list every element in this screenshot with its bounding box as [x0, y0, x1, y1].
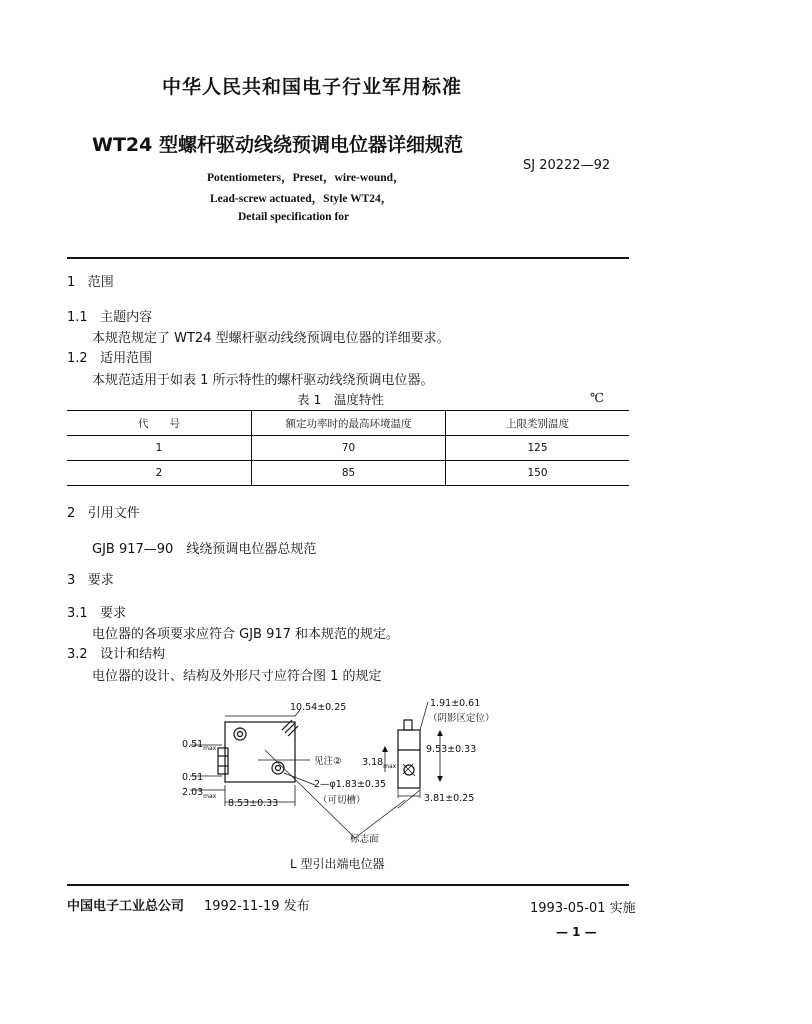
dim-value: 2.03: [182, 787, 204, 798]
dim-value: 3.18: [362, 757, 384, 768]
dim-bottom: 8.53±0.33: [228, 798, 279, 809]
section-2: [67, 502, 140, 521]
dim-value: 0.51: [182, 739, 204, 750]
section-1-2: [67, 347, 152, 366]
document-title: WT24 型螺杆驱动线绕预调电位器详细规范: [92, 134, 463, 156]
side-view-body: [398, 730, 420, 788]
reference-document: GJB 917—90 线绕预调电位器总规范: [92, 542, 317, 557]
table-cell: 2: [67, 461, 252, 486]
hole-label: 2—φ1.83±0.35: [314, 779, 387, 790]
side-top-dim: 1.91±0.61: [430, 698, 481, 709]
dim-left-2: 0.51: [182, 772, 204, 783]
header-rule: [67, 257, 629, 259]
section-3-1-text: 电位器的各项要求应符合 GJB 917 和本规范的规定。: [92, 627, 400, 642]
section-title: 要求: [87, 573, 114, 588]
note-label: 见注②: [314, 756, 342, 767]
dim-sub: max: [203, 792, 217, 800]
section-title: 要求: [100, 606, 127, 621]
english-title-line-2: Lead-screw actuated，Style WT24，: [210, 193, 393, 205]
table-cell: 1: [67, 436, 252, 461]
section-title: 设计和结构: [100, 647, 166, 662]
footer-rule: [67, 884, 629, 886]
section-number: 3: [67, 573, 76, 588]
dim-sub: max: [203, 744, 217, 752]
section-number: 3.2: [67, 647, 88, 662]
dim-top: 10.54±0.25: [290, 702, 347, 713]
section-title: 适用范围: [100, 351, 153, 366]
dim-bottom-left: [182, 787, 216, 800]
section-title: 主题内容: [100, 310, 153, 325]
english-title-line-3: Detail specification for: [238, 211, 350, 223]
table-header-row: [67, 411, 629, 436]
table-cell: 85: [252, 461, 446, 486]
section-number: 1: [67, 275, 76, 290]
effective-date: 1993-05-01 实施: [530, 901, 636, 916]
table-cell: 125: [446, 436, 630, 461]
figure-caption: L 型引出端电位器: [290, 857, 385, 871]
section-number: 1.2: [67, 351, 88, 366]
section-number: 1.1: [67, 310, 88, 325]
issuer: 中国电子工业总公司: [67, 899, 185, 914]
standard-class: 中华人民共和国电子行业军用标准: [162, 76, 463, 98]
table-header-cell: 上限类别温度: [446, 411, 630, 436]
table-cell: 150: [446, 461, 630, 486]
table-header-cell: 代 号: [67, 411, 252, 436]
terminal-block: [218, 748, 228, 774]
side-view-tab: [404, 720, 412, 730]
page-number: — 1 —: [556, 925, 597, 939]
section-3-2: [67, 643, 165, 662]
section-3-2-text: 电位器的设计、结构及外形尺寸应符合图 1 的规定: [92, 669, 382, 684]
dim-sub: max: [383, 762, 397, 770]
section-number: 2: [67, 506, 76, 521]
table-unit: ℃: [590, 390, 604, 405]
table-header-cell: 额定功率时的最高环境温度: [252, 411, 446, 436]
side-left-dim: [362, 757, 396, 770]
table-cell: 70: [252, 436, 446, 461]
screw-circle: [272, 762, 284, 774]
hole-note: （可切槽）: [318, 795, 366, 806]
section-title: 引用文件: [87, 506, 140, 521]
section-1-1: [67, 306, 152, 325]
side-top-note: （阴影区定位）: [428, 713, 495, 724]
table-row: [67, 461, 629, 486]
section-1: [67, 271, 114, 290]
standard-code: SJ 20222—92: [523, 158, 611, 173]
section-number: 3.1: [67, 606, 88, 621]
section-1-2-text: 本规范适用于如表 1 所示特性的螺杆驱动线绕预调电位器。: [92, 373, 434, 388]
section-1-1-text: 本规范规定了 WT24 型螺杆驱动线绕预调电位器的详细要求。: [92, 331, 450, 346]
marker-label: 标志面: [350, 834, 379, 845]
section-title: 范围: [87, 275, 114, 290]
issue-date: 1992-11-19 发布: [204, 899, 310, 914]
temperature-table: [67, 410, 629, 486]
side-bottom-dim: 3.81±0.25: [424, 793, 475, 804]
table-row: [67, 436, 629, 461]
dim-left-1: [182, 739, 216, 752]
section-3: [67, 569, 114, 588]
english-title-line-1: Potentiometers，Preset，wire-wound，: [207, 172, 405, 184]
table-caption: 表 1 温度特性: [297, 392, 384, 407]
section-3-1: [67, 602, 126, 621]
screw-circle: [234, 728, 246, 740]
side-right-dim: 9.53±0.33: [426, 744, 477, 755]
